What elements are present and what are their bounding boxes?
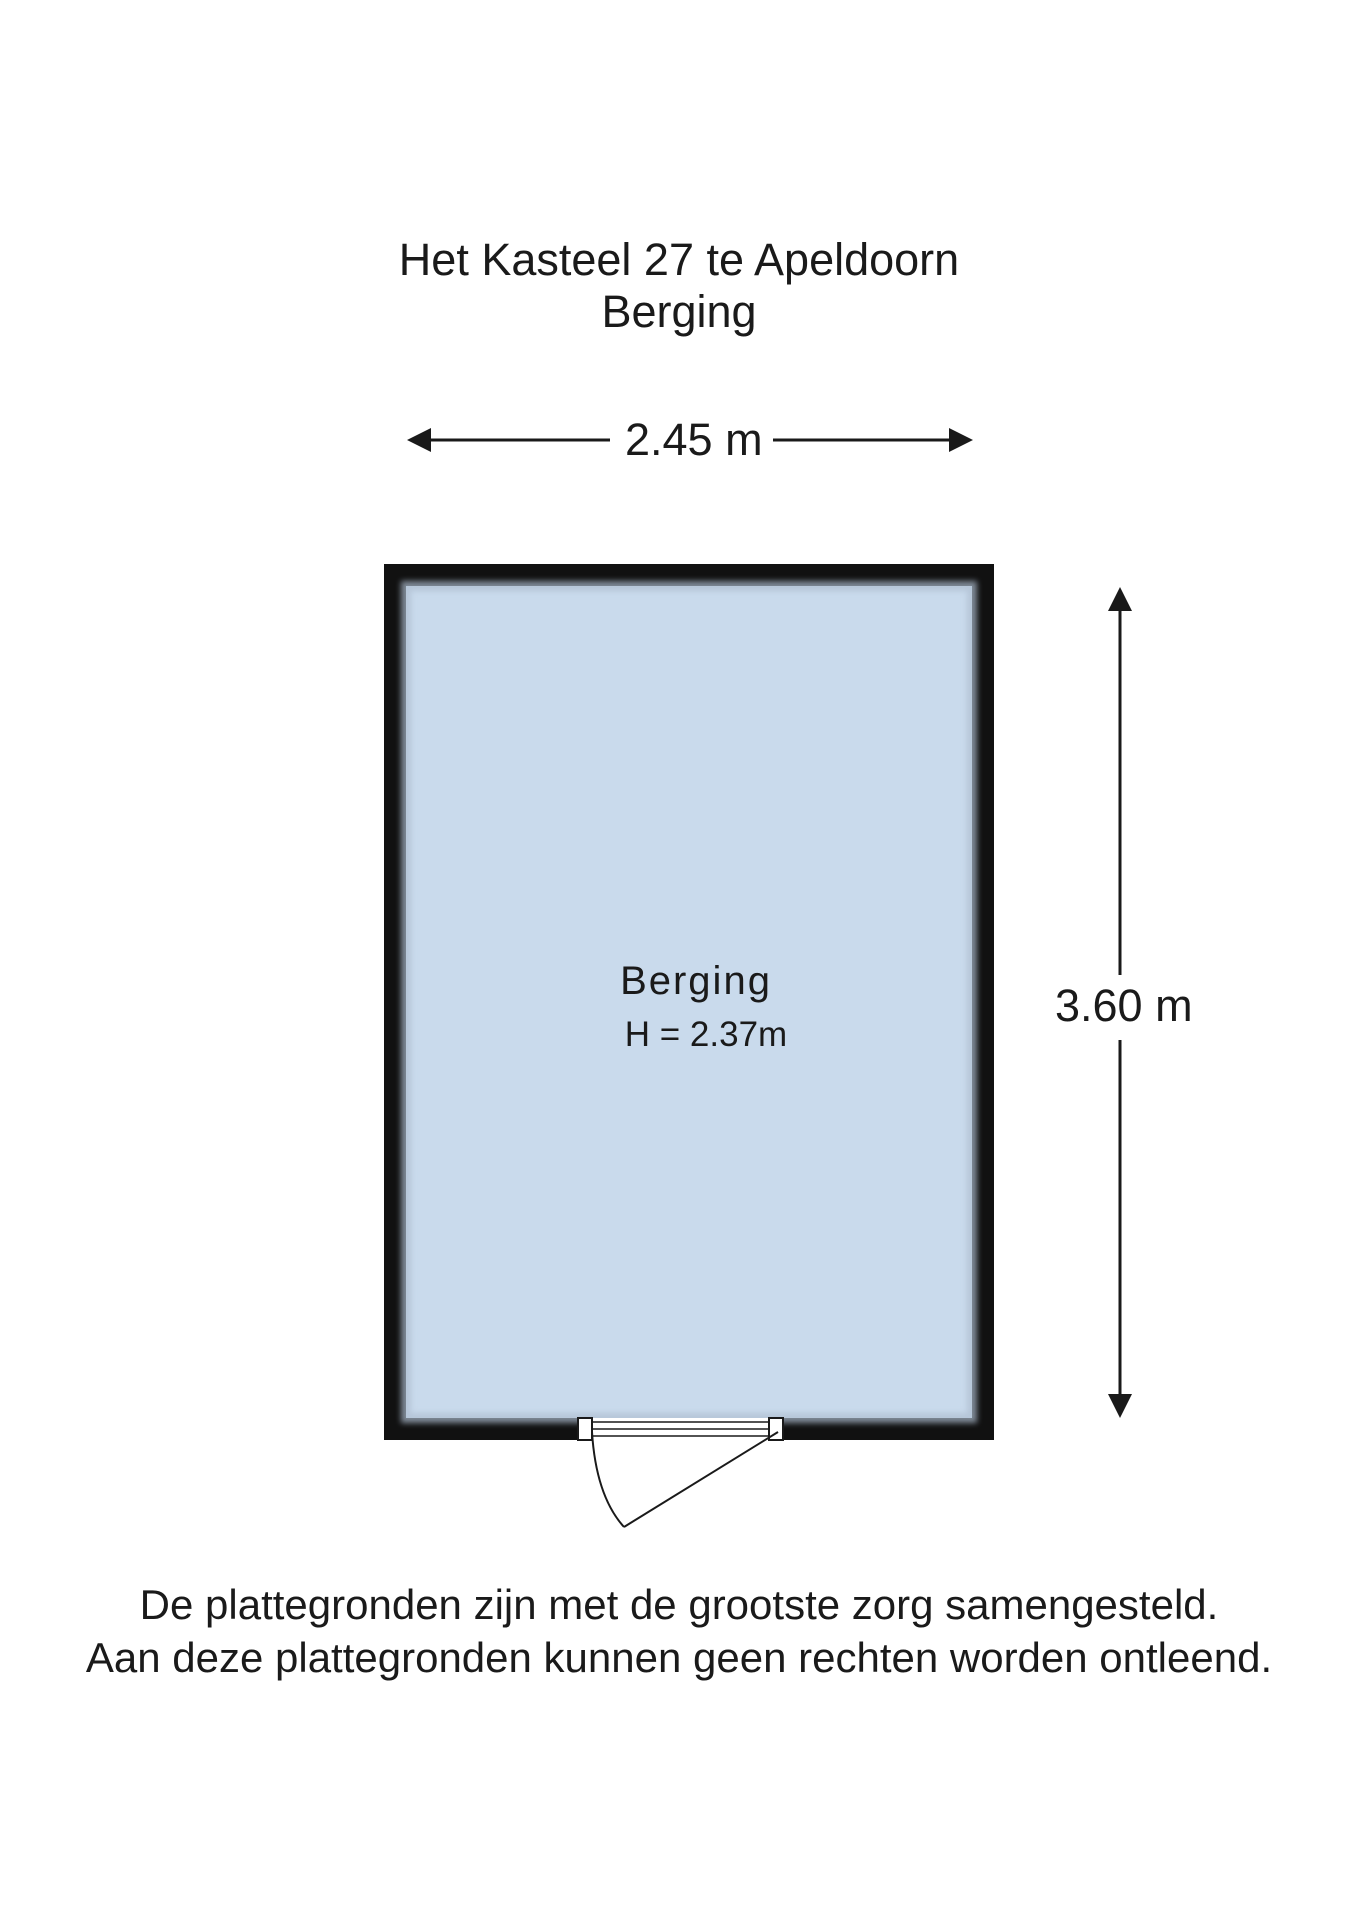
- disclaimer-line-1: De plattegronden zijn met de grootste zorg samengesteld.: [139, 1581, 1219, 1628]
- disclaimer-line-2: Aan deze plattegronden kunnen geen rechten worden ontleend.: [85, 1634, 1273, 1681]
- height-dimension-label: 3.60 m: [1055, 980, 1193, 1031]
- room-name-label: Berging: [620, 959, 772, 1003]
- door-swing-arc: [592, 1432, 624, 1527]
- plan-title-address: Het Kasteel 27 te Apeldoorn: [398, 234, 960, 285]
- width-dimension-label: 2.45 m: [615, 414, 773, 466]
- room-ceiling-height-label: H = 2.37m: [624, 1015, 788, 1054]
- door-leaf: [624, 1432, 778, 1527]
- plan-title-floor: Berging: [601, 286, 757, 337]
- door-jamb-left: [578, 1418, 592, 1440]
